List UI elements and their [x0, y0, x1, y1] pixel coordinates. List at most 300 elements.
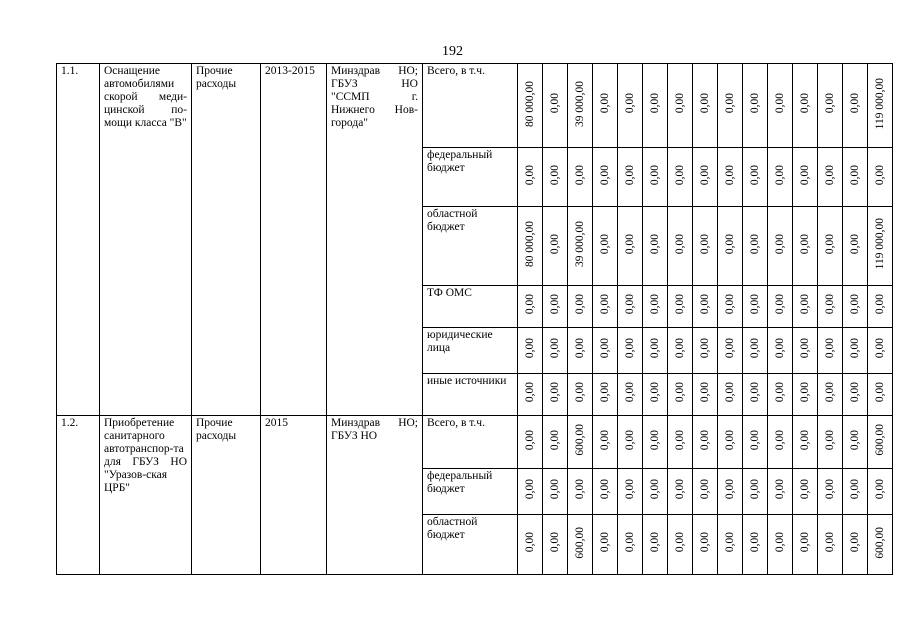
amount-value: 0,00 — [723, 382, 736, 403]
amount-value: 0,00 — [623, 294, 636, 315]
amount-cell — [718, 148, 743, 207]
amount-cell — [718, 416, 743, 469]
amount-cell — [643, 64, 668, 148]
amount-cell — [518, 416, 543, 469]
amount-value: 0,00 — [698, 429, 711, 451]
amount-cell — [843, 374, 868, 416]
amount-value: 0,00 — [723, 294, 736, 315]
funding-source-text: Всего, в т.ч. — [427, 65, 485, 77]
item-name-text: Приобретение санитарного автотранспор-та для ГБУЗ НО "Уразов-ская ЦРБ" — [104, 417, 187, 494]
funding-source — [423, 515, 518, 575]
amount-cell — [868, 515, 893, 575]
amount-value: 0,00 — [773, 429, 786, 451]
amount-value: 0,00 — [523, 294, 536, 315]
amount-cell — [868, 416, 893, 469]
amount-value: 0,00 — [723, 93, 736, 114]
amount-cell — [668, 469, 693, 515]
amount-value: 0,00 — [798, 382, 811, 403]
amount-value: 39 000,00 — [573, 80, 586, 127]
amount-cell — [768, 207, 793, 286]
amount-value: 600,00 — [573, 424, 586, 456]
amount-cell — [593, 469, 618, 515]
amount-value: 0,00 — [798, 532, 811, 553]
amount-cell — [868, 374, 893, 416]
amount-value: 0,00 — [648, 532, 661, 553]
amount-value: 0,00 — [723, 429, 736, 451]
amount-value: 0,00 — [848, 479, 861, 500]
amount-value: 0,00 — [698, 93, 711, 114]
amount-value: 0,00 — [623, 532, 636, 553]
amount-value: 119 000,00 — [873, 218, 886, 270]
amount-cell — [768, 374, 793, 416]
amount-value: 0,00 — [598, 429, 611, 451]
amount-value: 0,00 — [823, 164, 836, 186]
amount-value: 0,00 — [673, 338, 686, 359]
amount-value: 0,00 — [773, 338, 786, 359]
item-name — [100, 416, 192, 575]
funding-source — [423, 374, 518, 416]
funding-source-text: юридические лица — [427, 329, 493, 354]
amount-value: 0,00 — [773, 532, 786, 553]
amount-value: 0,00 — [798, 233, 811, 255]
funding-source-text: федеральный бюджет — [427, 470, 493, 495]
amount-cell — [743, 416, 768, 469]
amount-cell — [743, 64, 768, 148]
amount-cell — [518, 469, 543, 515]
item-name-text: Оснащение автомобилями скорой меди-цинской по-мощи класса "В" — [104, 65, 187, 129]
amount-cell — [568, 64, 593, 148]
amount-cell — [568, 469, 593, 515]
amount-cell — [768, 416, 793, 469]
amount-value: 0,00 — [798, 294, 811, 315]
amount-cell — [543, 148, 568, 207]
amount-cell — [518, 286, 543, 328]
item-number — [57, 64, 100, 416]
budget-table — [56, 63, 893, 575]
amount-value: 0,00 — [873, 164, 886, 186]
amount-value: 0,00 — [548, 479, 561, 500]
amount-value: 0,00 — [873, 294, 886, 315]
table-row — [57, 416, 893, 469]
amount-value: 0,00 — [648, 233, 661, 255]
executor-text: Минздрав НО; ГБУЗ НО — [331, 417, 418, 442]
amount-value: 0,00 — [698, 479, 711, 500]
amount-value: 0,00 — [523, 532, 536, 553]
amount-cell — [693, 207, 718, 286]
amount-cell — [543, 469, 568, 515]
amount-cell — [868, 469, 893, 515]
amount-value: 0,00 — [523, 479, 536, 500]
amount-value: 0,00 — [673, 233, 686, 255]
amount-cell — [718, 469, 743, 515]
amount-value: 0,00 — [598, 93, 611, 114]
amount-cell — [768, 148, 793, 207]
amount-cell — [668, 207, 693, 286]
amount-value: 0,00 — [823, 382, 836, 403]
amount-value: 0,00 — [623, 382, 636, 403]
amount-value: 0,00 — [848, 233, 861, 255]
amount-cell — [793, 207, 818, 286]
amount-cell — [718, 64, 743, 148]
amount-cell — [768, 328, 793, 374]
expense-type-text: Прочие расходы — [196, 65, 237, 90]
expense-type — [192, 64, 261, 416]
amount-value: 0,00 — [523, 429, 536, 451]
amount-cell — [718, 374, 743, 416]
amount-cell — [643, 148, 668, 207]
amount-cell — [668, 328, 693, 374]
amount-cell — [593, 328, 618, 374]
amount-cell — [618, 416, 643, 469]
amount-value: 0,00 — [773, 93, 786, 114]
amount-value: 0,00 — [648, 164, 661, 186]
funding-source-text: ТФ ОМС — [427, 287, 472, 299]
amount-value: 119 000,00 — [873, 77, 886, 130]
amount-value: 0,00 — [598, 233, 611, 255]
amount-value: 0,00 — [623, 479, 636, 500]
amount-value: 0,00 — [673, 382, 686, 403]
amount-cell — [518, 328, 543, 374]
amount-value: 0,00 — [723, 479, 736, 500]
amount-cell — [868, 328, 893, 374]
amount-value: 0,00 — [573, 164, 586, 186]
amount-cell — [768, 469, 793, 515]
amount-value: 0,00 — [848, 532, 861, 553]
amount-cell — [518, 207, 543, 286]
amount-value: 0,00 — [548, 532, 561, 553]
amount-value: 0,00 — [798, 338, 811, 359]
amount-value: 0,00 — [623, 93, 636, 114]
amount-cell — [693, 374, 718, 416]
amount-cell — [643, 207, 668, 286]
amount-value: 0,00 — [723, 532, 736, 553]
amount-value: 0,00 — [698, 164, 711, 186]
amount-value: 0,00 — [848, 338, 861, 359]
amount-cell — [793, 469, 818, 515]
amount-value: 0,00 — [623, 338, 636, 359]
amount-value: 600,00 — [873, 424, 886, 456]
amount-value: 0,00 — [573, 338, 586, 359]
amount-value: 0,00 — [623, 164, 636, 186]
amount-cell — [518, 148, 543, 207]
funding-source — [423, 469, 518, 515]
amount-cell — [668, 286, 693, 328]
amount-value: 0,00 — [623, 233, 636, 255]
amount-cell — [643, 286, 668, 328]
amount-cell — [718, 207, 743, 286]
amount-value: 0,00 — [723, 164, 736, 186]
amount-value: 0,00 — [848, 294, 861, 315]
amount-cell — [693, 469, 718, 515]
funding-source — [423, 207, 518, 286]
amount-value: 0,00 — [698, 532, 711, 553]
amount-value: 0,00 — [648, 93, 661, 114]
amount-cell — [593, 286, 618, 328]
amount-cell — [743, 286, 768, 328]
amount-cell — [643, 328, 668, 374]
amount-cell — [618, 64, 643, 148]
amount-cell — [568, 515, 593, 575]
funding-source-text: областной бюджет — [427, 208, 478, 233]
amount-cell — [743, 328, 768, 374]
amount-value: 0,00 — [548, 233, 561, 255]
amount-cell — [843, 328, 868, 374]
amount-cell — [843, 286, 868, 328]
amount-cell — [768, 515, 793, 575]
amount-cell — [793, 328, 818, 374]
amount-cell — [643, 374, 668, 416]
amount-cell — [868, 148, 893, 207]
amount-value: 0,00 — [748, 164, 761, 186]
amount-cell — [568, 416, 593, 469]
amount-cell — [793, 416, 818, 469]
amount-value: 0,00 — [673, 93, 686, 114]
expense-type — [192, 416, 261, 575]
amount-cell — [868, 207, 893, 286]
amount-value: 0,00 — [773, 479, 786, 500]
amount-value: 0,00 — [573, 479, 586, 500]
amount-cell — [668, 64, 693, 148]
amount-cell — [593, 515, 618, 575]
amount-value: 600,00 — [873, 526, 886, 559]
amount-value: 0,00 — [823, 93, 836, 114]
amount-value: 0,00 — [698, 294, 711, 315]
page-number: 192 — [442, 44, 463, 59]
period-text: 2015 — [265, 417, 288, 429]
amount-value: 0,00 — [823, 338, 836, 359]
amount-value: 0,00 — [773, 233, 786, 255]
amount-cell — [543, 286, 568, 328]
amount-cell — [693, 328, 718, 374]
amount-value: 0,00 — [598, 294, 611, 315]
amount-value: 0,00 — [823, 294, 836, 315]
amount-cell — [643, 416, 668, 469]
amount-cell — [693, 416, 718, 469]
amount-cell — [768, 286, 793, 328]
executor-text: Минздрав НО; ГБУЗ НО "ССМП г. Нижнего Нов-города" — [331, 65, 418, 129]
amount-value: 0,00 — [848, 93, 861, 114]
amount-value: 0,00 — [698, 338, 711, 359]
amount-cell — [593, 374, 618, 416]
amount-cell — [843, 416, 868, 469]
amount-value: 0,00 — [548, 429, 561, 451]
amount-value: 0,00 — [598, 479, 611, 500]
period-text: 2013-2015 — [265, 65, 315, 77]
amount-value: 0,00 — [673, 294, 686, 315]
amount-value: 0,00 — [798, 93, 811, 114]
amount-cell — [568, 328, 593, 374]
executor — [327, 416, 423, 575]
amount-value: 0,00 — [748, 532, 761, 553]
item-number-text: 1.2. — [61, 417, 79, 429]
amount-value: 0,00 — [748, 294, 761, 315]
amount-cell — [818, 207, 843, 286]
amount-value: 0,00 — [598, 338, 611, 359]
amount-value: 0,00 — [823, 479, 836, 500]
amount-value: 0,00 — [623, 429, 636, 451]
amount-cell — [618, 286, 643, 328]
amount-cell — [643, 515, 668, 575]
amount-value: 0,00 — [698, 382, 711, 403]
amount-cell — [593, 416, 618, 469]
amount-value: 0,00 — [873, 338, 886, 359]
amount-cell — [718, 328, 743, 374]
amount-value: 0,00 — [723, 233, 736, 255]
amount-cell — [568, 207, 593, 286]
amount-cell — [693, 515, 718, 575]
amount-value: 0,00 — [648, 338, 661, 359]
amount-value: 0,00 — [773, 294, 786, 315]
amount-cell — [743, 515, 768, 575]
amount-cell — [543, 207, 568, 286]
table-row — [57, 64, 893, 148]
amount-value: 0,00 — [673, 532, 686, 553]
amount-value: 0,00 — [548, 93, 561, 114]
amount-value: 0,00 — [773, 382, 786, 403]
amount-value: 0,00 — [598, 382, 611, 403]
amount-cell — [793, 148, 818, 207]
amount-cell — [868, 286, 893, 328]
amount-cell — [818, 328, 843, 374]
amount-cell — [793, 515, 818, 575]
amount-value: 0,00 — [673, 479, 686, 500]
period — [261, 64, 327, 416]
amount-cell — [743, 374, 768, 416]
amount-cell — [518, 374, 543, 416]
amount-cell — [793, 374, 818, 416]
amount-value: 0,00 — [823, 429, 836, 451]
amount-cell — [668, 515, 693, 575]
amount-cell — [593, 207, 618, 286]
amount-value: 0,00 — [523, 382, 536, 403]
amount-value: 0,00 — [748, 382, 761, 403]
amount-cell — [593, 148, 618, 207]
amount-value: 0,00 — [573, 294, 586, 315]
amount-value: 0,00 — [648, 429, 661, 451]
amount-value: 0,00 — [673, 429, 686, 451]
amount-value: 0,00 — [848, 164, 861, 186]
amount-value: 0,00 — [823, 532, 836, 553]
amount-cell — [843, 64, 868, 148]
item-number-text: 1.1. — [61, 65, 79, 77]
funding-source — [423, 148, 518, 207]
amount-value: 0,00 — [748, 233, 761, 255]
amount-value: 0,00 — [698, 233, 711, 255]
funding-source-text: федеральный бюджет — [427, 149, 493, 174]
amount-value: 0,00 — [798, 429, 811, 451]
executor — [327, 64, 423, 416]
amount-value: 39 000,00 — [573, 221, 586, 267]
amount-value: 80 000,00 — [523, 221, 536, 267]
amount-cell — [818, 64, 843, 148]
amount-cell — [843, 207, 868, 286]
item-name — [100, 64, 192, 416]
amount-cell — [693, 64, 718, 148]
funding-source — [423, 286, 518, 328]
amount-cell — [743, 207, 768, 286]
amount-value: 0,00 — [798, 164, 811, 186]
item-number — [57, 416, 100, 575]
funding-source-text: областной бюджет — [427, 516, 478, 541]
amount-value: 0,00 — [523, 164, 536, 186]
amount-value: 0,00 — [748, 93, 761, 114]
amount-cell — [668, 416, 693, 469]
expense-type-text: Прочие расходы — [196, 417, 237, 442]
amount-value: 0,00 — [548, 294, 561, 315]
amount-cell — [718, 515, 743, 575]
amount-value: 0,00 — [773, 164, 786, 186]
amount-cell — [793, 64, 818, 148]
amount-cell — [568, 148, 593, 207]
amount-cell — [618, 148, 643, 207]
amount-cell — [518, 515, 543, 575]
amount-cell — [543, 328, 568, 374]
amount-cell — [568, 286, 593, 328]
funding-source — [423, 328, 518, 374]
amount-value: 0,00 — [823, 233, 836, 255]
amount-value: 0,00 — [673, 164, 686, 186]
amount-cell — [743, 148, 768, 207]
amount-cell — [718, 286, 743, 328]
amount-value: 0,00 — [548, 382, 561, 403]
amount-value: 0,00 — [648, 294, 661, 315]
amount-cell — [618, 515, 643, 575]
amount-cell — [818, 148, 843, 207]
amount-cell — [818, 286, 843, 328]
amount-cell — [793, 286, 818, 328]
amount-value: 0,00 — [873, 479, 886, 500]
amount-value: 0,00 — [723, 338, 736, 359]
amount-cell — [543, 416, 568, 469]
amount-value: 0,00 — [748, 479, 761, 500]
amount-value: 0,00 — [648, 382, 661, 403]
amount-value: 0,00 — [798, 479, 811, 500]
amount-cell — [568, 374, 593, 416]
amount-cell — [818, 374, 843, 416]
amount-cell — [693, 148, 718, 207]
amount-cell — [618, 374, 643, 416]
amount-cell — [818, 469, 843, 515]
amount-cell — [618, 328, 643, 374]
funding-source — [423, 64, 518, 148]
funding-source — [423, 416, 518, 469]
amount-value: 0,00 — [748, 429, 761, 451]
amount-cell — [843, 148, 868, 207]
amount-cell — [593, 64, 618, 148]
amount-cell — [668, 148, 693, 207]
funding-source-text: Всего, в т.ч. — [427, 417, 485, 429]
amount-value: 0,00 — [548, 164, 561, 186]
amount-value: 600,00 — [573, 526, 586, 559]
amount-cell — [868, 64, 893, 148]
amount-value: 0,00 — [648, 479, 661, 500]
amount-cell — [768, 64, 793, 148]
amount-cell — [743, 469, 768, 515]
amount-cell — [543, 64, 568, 148]
amount-cell — [668, 374, 693, 416]
amount-value: 0,00 — [848, 429, 861, 451]
amount-cell — [843, 469, 868, 515]
amount-cell — [543, 374, 568, 416]
amount-value: 0,00 — [598, 164, 611, 186]
funding-source-text: иные источники — [427, 375, 507, 387]
amount-cell — [543, 515, 568, 575]
amount-value: 0,00 — [548, 338, 561, 359]
period — [261, 416, 327, 575]
amount-cell — [818, 416, 843, 469]
amount-cell — [693, 286, 718, 328]
amount-cell — [518, 64, 543, 148]
